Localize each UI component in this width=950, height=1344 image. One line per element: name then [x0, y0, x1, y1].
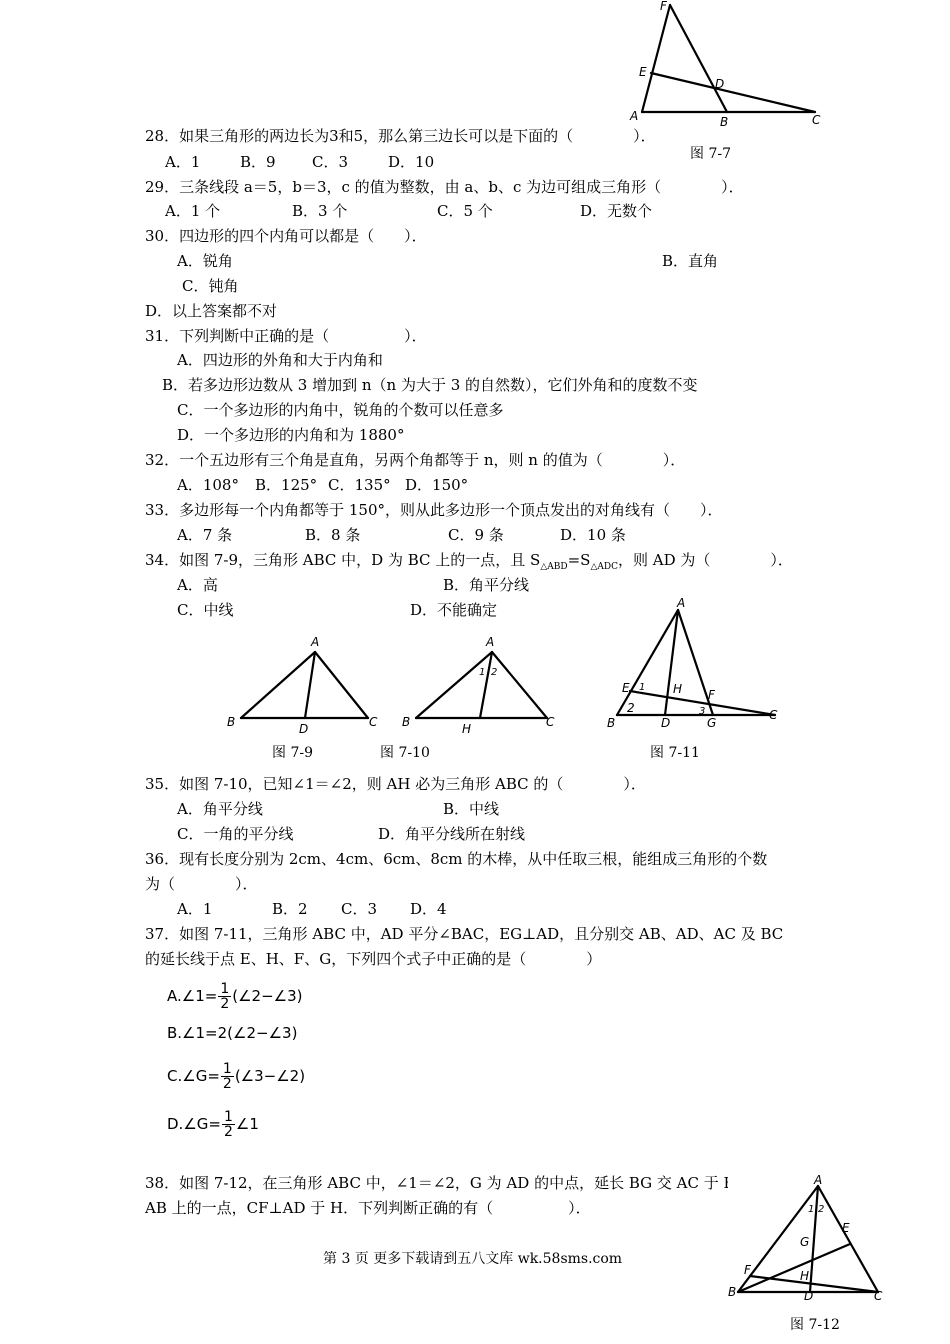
- fig7-10-label-c: C: [546, 715, 555, 729]
- fig7-12-label-c: C: [874, 1289, 883, 1303]
- q28-option-c: C．3: [312, 153, 349, 171]
- q38-line1: 38．如图 7-12，在三角形 ABC 中，∠1＝∠2，G 为 AD 的中点，延长 BG 交 AC 于 E，F 为: [145, 1174, 780, 1192]
- fig7-7-label-b: B: [720, 115, 729, 129]
- q37-option-b: [167, 1024, 297, 1042]
- q34-text-b: =S: [567, 551, 591, 569]
- fraction-numerator: 1: [220, 981, 230, 997]
- fig7-11-label-h: H: [673, 682, 683, 696]
- q34-option-d: D．不能确定: [410, 601, 498, 619]
- fig7-9-label-a: A: [311, 635, 320, 649]
- q35-option-b: B．中线: [443, 800, 500, 818]
- fig7-10-label-b: B: [402, 715, 411, 729]
- q34-option-a: A．高: [177, 576, 218, 594]
- fig7-10-label-h: H: [462, 722, 472, 736]
- q34-text-a: 34．如图 7-9，三角形 ABC 中，D 为 BC 上的一点，且 S: [145, 551, 541, 569]
- fig7-10-label-a: A: [486, 635, 495, 649]
- q35-option-a: A．角平分线: [177, 800, 263, 818]
- fig7-11-label-2: 2: [627, 701, 635, 715]
- q36-option-c: C．3: [341, 900, 378, 918]
- fig7-9-label-c: C: [369, 715, 378, 729]
- q33-option-d: D．10 条: [560, 526, 626, 544]
- q29-option-b: B．3 个: [292, 202, 348, 220]
- q28-option-a: A．1: [165, 153, 201, 171]
- fig7-11-label-f: F: [708, 688, 715, 702]
- fig7-11-label-d: D: [661, 716, 671, 730]
- q36-line2: 为（ ）．: [145, 875, 258, 893]
- fig7-7-caption: 图 7-7: [690, 146, 731, 162]
- q36-option-b: B．2: [272, 900, 308, 918]
- fig7-12-label-g: G: [800, 1235, 810, 1249]
- q37-option-a-prefix: A.∠1=: [167, 987, 218, 1005]
- fig7-11-label-c: C: [769, 708, 778, 722]
- q34-sub-abd: △ABD: [540, 562, 568, 572]
- fig7-7-label-a: A: [630, 109, 639, 123]
- q28-text: 28．如果三角形的两边长为3和5，那么第三边长可以是下面的（ ）．: [145, 127, 656, 145]
- fraction-one-half: [222, 1110, 235, 1139]
- q29-text: 29．三条线段 a＝5，b＝3，c 的值为整数，由 a、b、c 为边可组成三角形（ ）．: [145, 178, 744, 196]
- figure-7-11: [605, 595, 790, 735]
- fraction-denominator: 2: [220, 996, 230, 1012]
- q32-text: 32．一个五边形有三个角是直角，另两个角都等于 n，则 n 的值为（ ）．: [145, 451, 686, 469]
- q37-line1: 37．如图 7-11，三角形 ABC 中，AD 平分∠BAC，EG⊥AD，且分别交 AB、AD、AC 及 BC: [145, 925, 784, 943]
- fraction-numerator: 1: [222, 1061, 232, 1077]
- fig7-12-label-1: 1: [808, 1204, 815, 1215]
- fraction-one-half: [221, 1062, 234, 1091]
- q37-option-c-suffix: (∠3−∠2): [234, 1067, 306, 1085]
- q34-option-b: B．角平分线: [443, 576, 530, 594]
- q37-option-d-prefix: D.∠G=: [167, 1115, 221, 1133]
- q37-option-d-suffix: ∠1: [235, 1115, 259, 1133]
- fig7-10-label-1: 1: [479, 667, 486, 678]
- fig7-12-label-f: F: [744, 1263, 751, 1277]
- q28-option-b: B．9: [240, 153, 276, 171]
- fig7-12-label-e: E: [842, 1221, 850, 1235]
- fig7-11-label-3: 3: [699, 706, 706, 717]
- q32-option-d: D．150°: [405, 476, 469, 494]
- q29-option-a: A．1 个: [165, 202, 221, 220]
- fig7-9-label-b: B: [227, 715, 236, 729]
- q30-option-a: A．锐角: [177, 252, 233, 270]
- q31-text: 31．下列判断中正确的是（ ）．: [145, 327, 427, 345]
- fig7-7-label-f: F: [660, 0, 667, 13]
- q28-option-d: D．10: [388, 153, 435, 171]
- q33-option-a: A．7 条: [177, 526, 233, 544]
- fig7-11-caption: 图 7-11: [650, 745, 700, 761]
- fig7-11-label-b: B: [607, 716, 616, 730]
- fraction-denominator: 2: [222, 1076, 232, 1092]
- figure-7-12: [728, 1172, 888, 1302]
- fig7-12-label-h: H: [800, 1269, 810, 1283]
- q34-option-c: C．中线: [177, 601, 234, 619]
- q31-option-d: D．一个多边形的内角和为 1880°: [177, 426, 405, 444]
- fig7-10-label-2: 2: [491, 667, 498, 678]
- figure-7-7: [620, 0, 830, 130]
- q35-option-c: C．一角的平分线: [177, 825, 294, 843]
- q37-option-a: [167, 982, 303, 1011]
- q33-option-c: C．9 条: [448, 526, 504, 544]
- q31-option-a: A．四边形的外角和大于内角和: [177, 351, 383, 369]
- fig7-9-label-d: D: [299, 722, 309, 736]
- fig7-9-caption: 图 7-9: [272, 745, 313, 761]
- q31-option-c: C．一个多边形的内角中，锐角的个数可以任意多: [177, 401, 504, 419]
- fig7-12-label-d: D: [804, 1289, 814, 1303]
- fig7-12-label-a: A: [814, 1173, 823, 1187]
- fig7-11-label-g: G: [707, 716, 717, 730]
- q32-option-c: C．135°: [328, 476, 391, 494]
- q37-line2: 的延长线于点 E、H、F、G，下列四个式子中正确的是（ ）: [145, 950, 602, 968]
- q32-option-b: B．125°: [255, 476, 318, 494]
- q30-option-b: B．直角: [662, 252, 719, 270]
- fig7-7-label-d: D: [715, 77, 725, 91]
- q37-option-b-text: B.∠1=2(∠2−∠3): [167, 1024, 298, 1042]
- page-footer: 第 3 页 更多下载请到五八文库 wk.58sms.com: [323, 1251, 623, 1267]
- q37-option-c: [167, 1062, 305, 1091]
- q34-text-c: ，则 AD 为（ ）．: [617, 551, 793, 569]
- q30-option-d: D．以上答案都不对: [145, 302, 278, 320]
- fraction-denominator: 2: [223, 1124, 233, 1140]
- q36-option-a: A．1: [177, 900, 213, 918]
- fig7-11-label-a: A: [677, 596, 686, 610]
- fig7-12-label-b: B: [728, 1285, 737, 1299]
- fig7-11-label-1: 1: [639, 682, 646, 693]
- fraction-numerator: 1: [223, 1109, 233, 1125]
- q37-option-c-prefix: C.∠G=: [167, 1067, 220, 1085]
- q34-sub-adc: △ADC: [590, 562, 618, 572]
- q29-option-d: D．无数个: [580, 202, 653, 220]
- fig7-7-label-e: E: [639, 65, 647, 79]
- figure-7-9: [225, 630, 385, 735]
- fig7-10-caption: 图 7-10: [380, 745, 430, 761]
- q34-text: [145, 550, 793, 577]
- fig7-11-label-e: E: [622, 681, 630, 695]
- q35-text: 35．如图 7-10，已知∠1＝∠2，则 AH 必为三角形 ABC 的（ ）．: [145, 775, 646, 793]
- fraction-one-half: [218, 982, 231, 1011]
- q37-option-d: [167, 1110, 259, 1139]
- q32-option-a: A．108°: [177, 476, 239, 494]
- q35-option-d: D．角平分线所在射线: [378, 825, 526, 843]
- q31-option-b: B．若多边形边数从 3 增加到 n（n 为大于 3 的自然数），它们外角和的度数不变: [162, 376, 698, 394]
- q36-line1: 36．现有长度分别为 2cm、4cm、6cm、8cm 的木棒，从中任取三根，能组成三角形的个数: [145, 850, 768, 868]
- q30-text: 30．四边形的四个内角可以都是（ ）．: [145, 227, 427, 245]
- fig7-7-label-c: C: [812, 113, 821, 127]
- q37-option-a-suffix: (∠2−∠3): [232, 987, 303, 1005]
- q33-option-b: B．8 条: [305, 526, 361, 544]
- q38-line2: AB 上的一点，CF⊥AD 于 H．下列判断正确的有（ ）．: [145, 1199, 591, 1217]
- fig7-12-caption: 图 7-12: [790, 1317, 840, 1333]
- q29-option-c: C．5 个: [437, 202, 493, 220]
- fig7-12-label-2: 2: [818, 1204, 825, 1215]
- figure-7-10: [400, 630, 560, 735]
- q33-text: 33．多边形每一个内角都等于 150°，则从此多边形一个顶点发出的对角线有（ ）．: [145, 501, 723, 519]
- q36-option-d: D．4: [410, 900, 447, 918]
- q30-option-c: C．钝角: [182, 277, 239, 295]
